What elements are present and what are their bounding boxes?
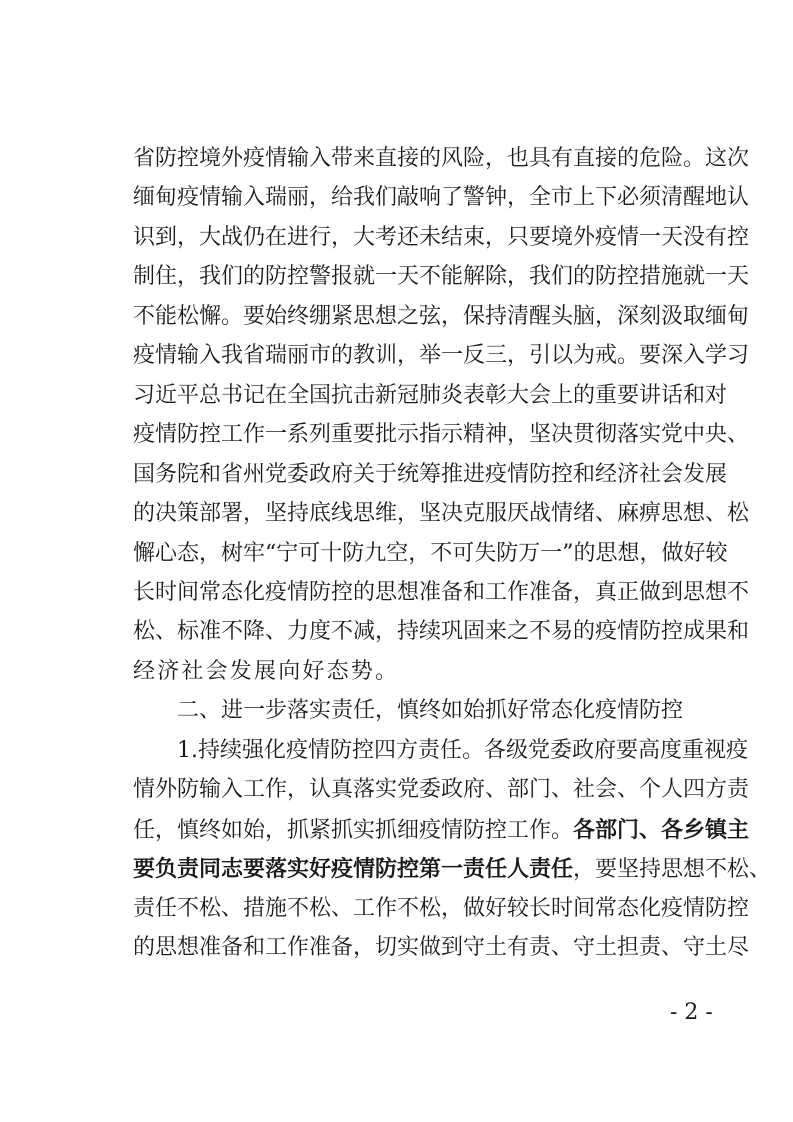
text-line [133, 185, 749, 211]
text-line [133, 580, 749, 606]
text-segment: 国务院和省州党委政府关于统筹推进疫情防控和经济社会发展 [133, 461, 728, 487]
text-line [133, 817, 749, 844]
text-line [133, 462, 727, 488]
text-line [133, 343, 749, 369]
text-line [133, 304, 749, 330]
bold-text-segment: 各部门、各乡镇主 [573, 816, 750, 843]
text-segment: 懈心态，树牢“宁可十防九空，不可失防万一”的思想，做好较 [133, 540, 728, 566]
text-line [133, 383, 727, 409]
text-segment: 疫情防控工作一系列重要批示指示精神，坚决贯彻落实党中央、 [133, 422, 750, 448]
bold-text-segment: 要负责同志要落实好疫情防控第一责任人责任 [133, 856, 574, 883]
text-line [133, 225, 749, 251]
page-number: - 2 - [670, 1000, 713, 1025]
text-line [133, 896, 749, 922]
text-line [133, 422, 749, 448]
text-segment: 不能松懈。要始终绷紧思想之弦，保持清醒头脑，深刻汲取缅甸 [133, 303, 750, 329]
text-line [133, 146, 749, 172]
text-line [133, 264, 749, 290]
text-segment: 责任不松、措施不松、工作不松，做好较长时间常态化疫情防控 [133, 895, 750, 921]
text-segment: 的思想准备和工作准备，切实做到守土有责、守土担责、守土尽 [133, 935, 750, 960]
text-segment: 的决策部署，坚持底线思维，坚决克服厌战情绪、麻痹思想、松 [133, 501, 750, 527]
text-segment: 松、标准不降、力度不减，持续巩固来之不易的疫情防控成果和 [133, 619, 750, 645]
text-line [133, 777, 749, 803]
text-line [133, 856, 771, 883]
text-line [177, 738, 748, 764]
text-segment: 1.持续强化疫情防控四方责任。 [177, 737, 484, 763]
text-segment: ，要坚持思想不松、 [573, 857, 772, 883]
text-segment: 长时间常态化疫情防控的思想准备和工作准备，真正做到思想不 [133, 579, 750, 605]
text-line [133, 659, 399, 685]
text-segment: 二、进一步落实责任，慎终如始抓好常态化疫情防控 [177, 698, 684, 724]
text-segment: 缅甸疫情输入瑞丽，给我们敲响了警钟，全市上下必须清醒地认 [133, 185, 750, 211]
text-line [133, 935, 749, 961]
text-segment: 各级党委政府要高度重视疫 [484, 737, 749, 763]
text-segment: 习近平总书记在全国抗击新冠肺炎表彰大会上的重要讲话和对 [133, 382, 728, 408]
text-segment: 制住，我们的防控警报就一天不能解除，我们的防控措施就一天 [133, 264, 750, 290]
text-segment: 经济社会发展向好态势。 [133, 658, 400, 684]
section-heading [177, 698, 683, 724]
text-line [133, 619, 749, 645]
text-segment: 疫情输入我省瑞丽市的教训，举一反三，引以为戒。要深入学习 [133, 343, 750, 369]
text-line [133, 541, 728, 567]
text-line [133, 501, 749, 527]
text-segment: 任，慎终如始，抓紧抓实抓细疫情防控工作。 [133, 817, 574, 843]
text-segment: 识到，大战仍在进行，大考还未结束，只要境外疫情一天没有控 [133, 224, 750, 250]
text-segment: 省防控境外疫情输入带来直接的风险，也具有直接的危险。这次 [133, 146, 750, 171]
text-segment: 情外防输入工作，认真落实党委政府、部门、社会、个人四方责 [133, 777, 750, 803]
